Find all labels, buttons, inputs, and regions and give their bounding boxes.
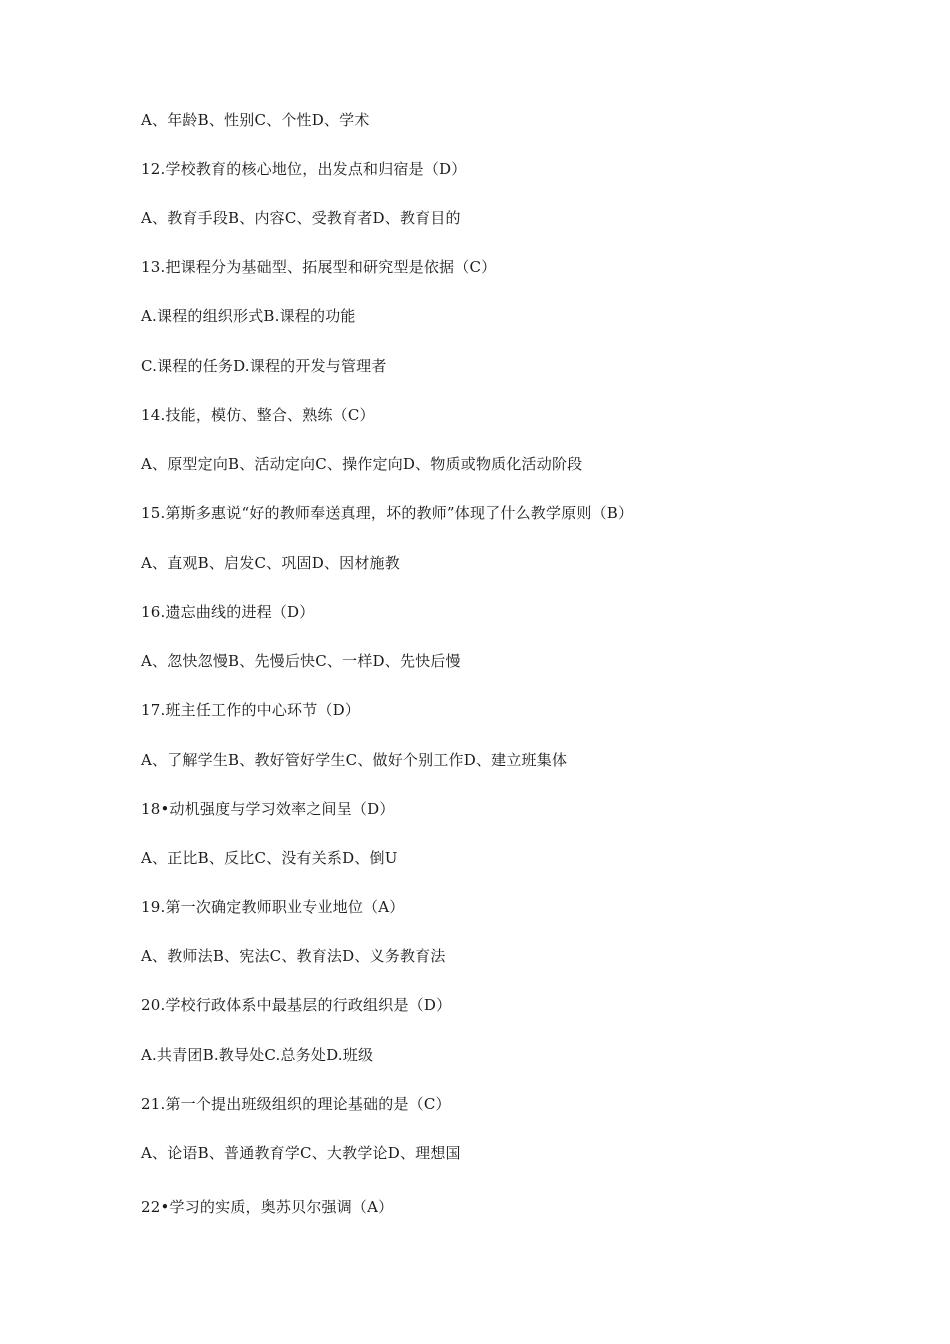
option-line-q16: A、忽快忽慢B、先慢后快C、一样D、先快后慢 bbox=[141, 652, 461, 670]
question-20: 20.学校行政体系中最基层的行政组织是（D） bbox=[141, 996, 452, 1014]
option-line-q15: A、直观B、启发C、巩固D、因材施教 bbox=[141, 554, 400, 572]
option-line-q13-ab: A.课程的组织形式B.课程的功能 bbox=[141, 307, 356, 325]
option-line-q17: A、了解学生B、教好管好学生C、做好个别工作D、建立班集体 bbox=[141, 751, 568, 769]
question-21: 21.第一个提出班级组织的理论基础的是（C） bbox=[141, 1095, 451, 1113]
option-line-q13-cd: C.课程的任务D.课程的开发与管理者 bbox=[141, 357, 387, 375]
option-line-q11: A、年龄B、性别C、个性D、学术 bbox=[141, 111, 370, 129]
option-line-q18: A、正比B、反比C、没有关系D、倒U bbox=[141, 849, 398, 867]
option-line-q19: A、教师法B、宪法C、教育法D、义务教育法 bbox=[141, 947, 446, 965]
question-15: 15.第斯多惠说“好的教师奉送真理，坏的教师”体现了什么教学原则（B） bbox=[141, 504, 634, 522]
question-16: 16.遗忘曲线的进程（D） bbox=[141, 603, 315, 621]
question-17: 17.班主任工作的中心环节（D） bbox=[141, 701, 361, 719]
question-22: 22•学习的实质，奥苏贝尔强调（A） bbox=[141, 1198, 394, 1216]
option-line-q14: A、原型定向B、活动定向C、操作定向D、物质或物质化活动阶段 bbox=[141, 455, 583, 473]
option-line-q21: A、论语B、普通教育学C、大教学论D、理想国 bbox=[141, 1144, 461, 1162]
question-12: 12.学校教育的核心地位，出发点和归宿是（D） bbox=[141, 160, 467, 178]
option-line-q12: A、教育手段B、内容C、受教育者D、教育目的 bbox=[141, 209, 461, 227]
question-18: 18•动机强度与学习效率之间呈（D） bbox=[141, 800, 395, 818]
question-14: 14.技能，模仿、整合、熟练（C） bbox=[141, 406, 375, 424]
option-line-q20: A.共青团B.教导处C.总务处D.班级 bbox=[141, 1046, 374, 1064]
question-13: 13.把课程分为基础型、拓展型和研究型是依据（C） bbox=[141, 258, 497, 276]
question-19: 19.第一次确定教师职业专业地位（A） bbox=[141, 898, 405, 916]
